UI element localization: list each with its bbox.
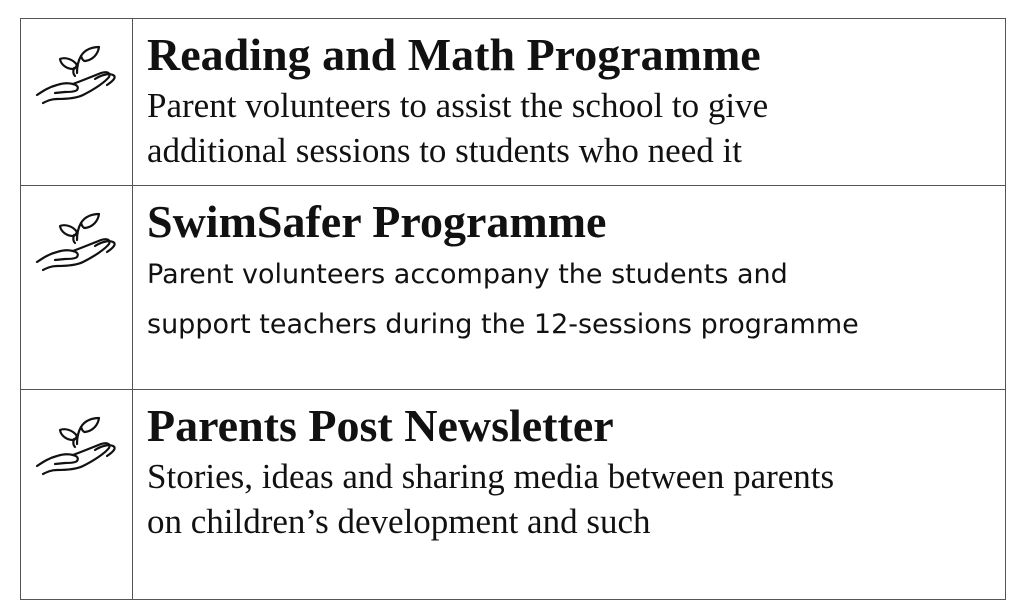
hand-sprout-icon: [33, 39, 121, 105]
programme-row-newsletter: [21, 390, 1005, 599]
programme-text: [147, 390, 997, 599]
icon-cell: [21, 19, 133, 185]
programme-description: [147, 454, 834, 544]
description-line: Parent volunteers accompany the students and: [147, 259, 788, 290]
description-line: Stories, ideas and sharing media between parents: [147, 457, 835, 496]
description-line: on children’s development and such: [147, 502, 651, 541]
programme-description: [147, 250, 859, 350]
icon-cell: [21, 390, 133, 599]
description-line: additional sessions to students who need it: [147, 131, 742, 170]
programme-text: [147, 19, 997, 185]
description-line: support teachers during the 12-sessions programme: [147, 309, 859, 340]
icon-cell: [21, 186, 133, 389]
programme-text: [147, 186, 997, 389]
programme-title: SwimSafer Programme: [147, 196, 607, 247]
programme-title: Reading and Math Programme: [147, 29, 761, 80]
hand-sprout-icon: [33, 410, 121, 476]
programme-title: Parents Post Newsletter: [147, 400, 614, 451]
programme-description: [147, 83, 768, 173]
programme-row-reading-math: [21, 19, 1005, 186]
programmes-table: [20, 18, 1006, 600]
programme-row-swimsafer: [21, 186, 1005, 390]
description-line: Parent volunteers to assist the school to give: [147, 86, 769, 125]
hand-sprout-icon: [33, 206, 121, 272]
